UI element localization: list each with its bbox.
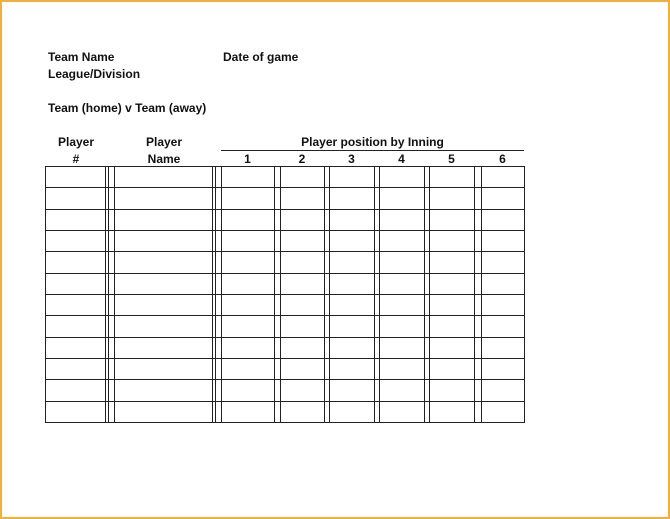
grid-column-line [108,166,109,423]
grid-row-line [45,209,525,210]
grid-row-line [45,187,525,188]
grid-row-line [45,422,525,423]
inning-5-header: 5 [448,152,455,166]
date-of-game-label: Date of game [223,50,299,64]
grid-column-line [379,166,380,423]
grid-column-line [212,166,213,423]
grid-row-line [45,401,525,402]
grid-column-line [215,166,216,423]
grid-row-line [45,379,525,380]
grid-column-line [429,166,430,423]
grid-column-line [105,166,106,423]
grid-row-line [45,315,525,316]
grid-row-line [45,337,525,338]
league-division-label: League/Division [48,67,141,81]
position-by-inning-header: Player position by Inning [301,135,444,149]
inning-3-header: 3 [348,152,355,166]
matchup-label: Team (home) v Team (away) [48,101,207,115]
position-header-underline [221,150,524,151]
grid-row-line [45,251,525,252]
player-name-header-line1: Player [145,135,183,149]
grid-column-line [524,166,525,423]
team-name-label: Team Name [48,50,115,64]
grid-column-line [324,166,325,423]
grid-row-line [45,230,525,231]
grid-row-line [45,294,525,295]
grid-column-line [114,166,115,423]
grid-column-line [329,166,330,423]
inning-4-header: 4 [398,152,405,166]
grid-column-line [424,166,425,423]
grid-row-line [45,166,525,167]
grid-column-line [45,166,46,423]
grid-row-line [45,273,525,274]
grid-column-line [274,166,275,423]
grid-column-line [280,166,281,423]
player-number-header-line1: Player [57,135,95,149]
grid-row-line [45,358,525,359]
inning-6-header: 6 [499,152,506,166]
grid-column-line [374,166,375,423]
player-name-header-line2: Name [147,152,181,166]
inning-2-header: 2 [298,152,306,166]
grid-column-line [221,166,222,423]
inning-1-header: 1 [244,152,251,166]
grid-column-line [481,166,482,423]
grid-column-line [474,166,475,423]
player-number-header-line2: # [72,152,80,166]
